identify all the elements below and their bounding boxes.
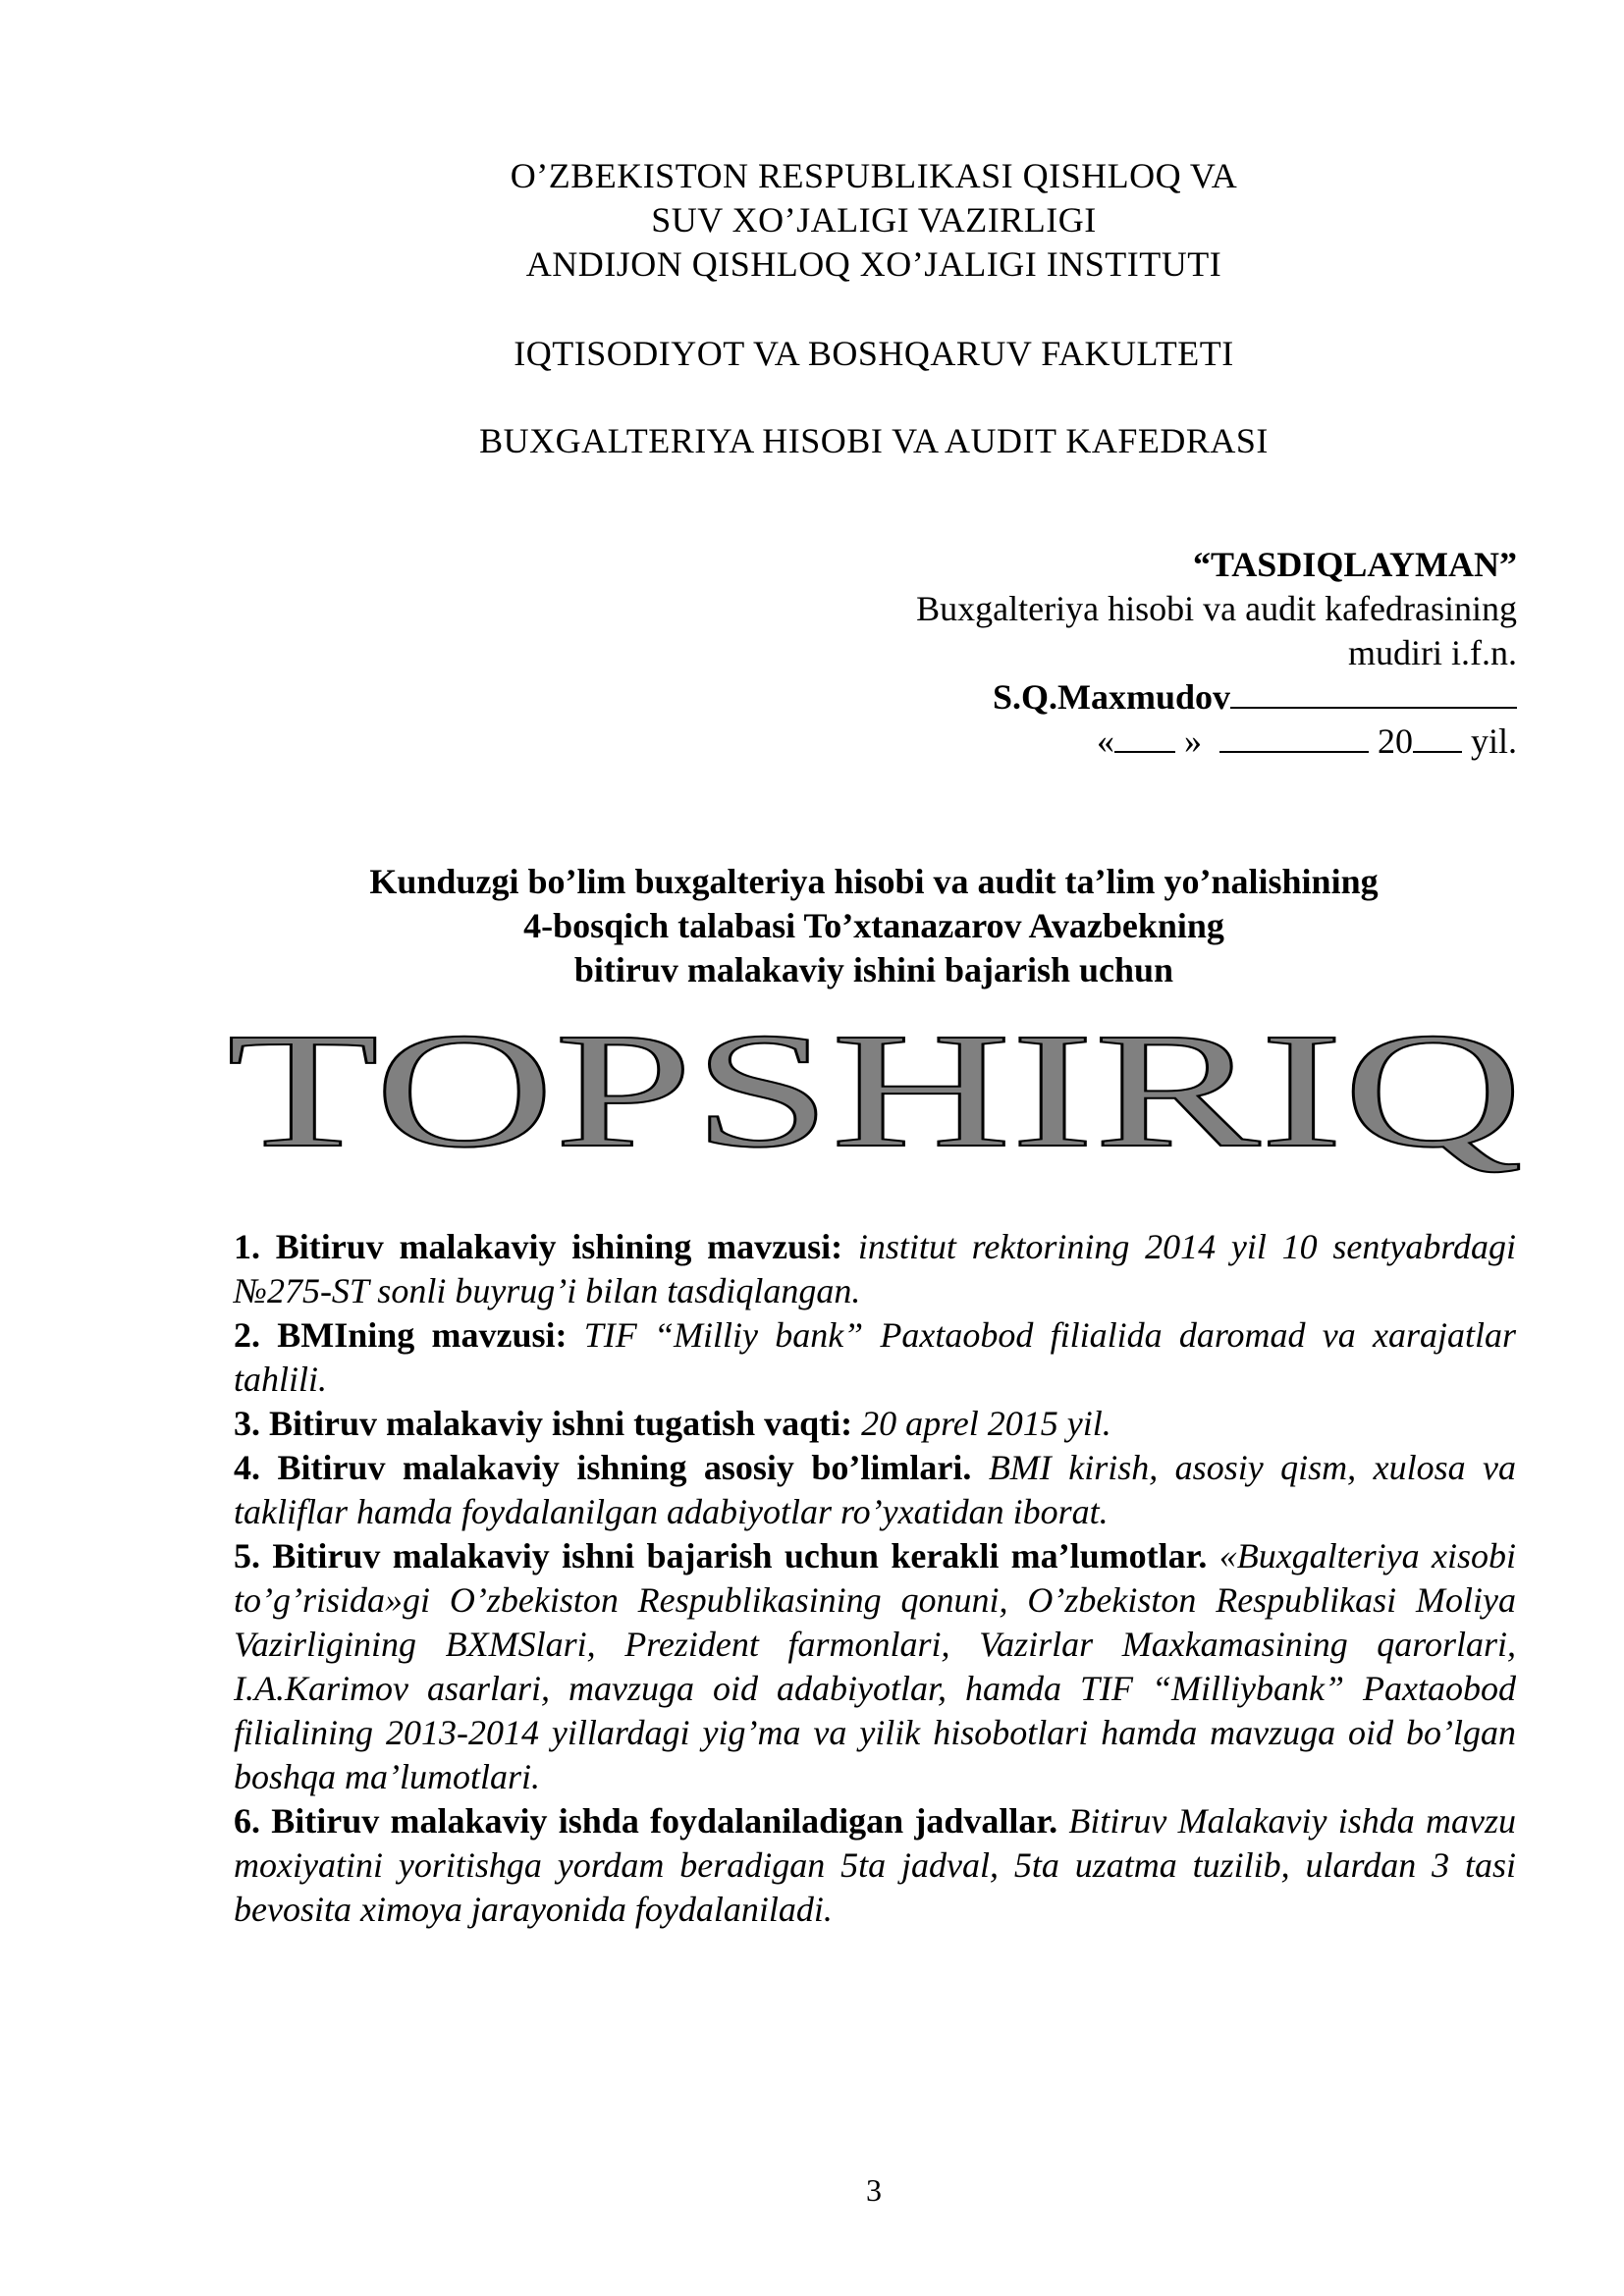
ministry-line-2: SUV XO’JALIGI VAZIRLIGI — [651, 200, 1097, 240]
task-item-value: TIF “Milliy bank” Paxtaobod filialida daromad va xarajatlar tahlili. — [234, 1315, 1516, 1399]
task-item-heading: 3. Bitiruv malakaviy ishni tugatish vaqti: — [234, 1404, 853, 1443]
faculty-name: IQTISODIYOT VA BOSHQARUV FAKULTETI — [514, 334, 1234, 373]
day-blank — [1114, 721, 1175, 753]
approval-position: Buxgalteriya hisobi va audit kafedrasining — [916, 589, 1517, 628]
task-item — [234, 1799, 1516, 1932]
task-item-heading: 4. Bitiruv malakaviy ishning asosiy bo’limlari. — [234, 1448, 972, 1487]
task-item-value: BMI kirish, asosiy qism, xulosa va takliflar hamda foydalanilgan adabiyotlar ro’yxatidan iborat. — [234, 1448, 1517, 1531]
approver-name: S.Q.Maxmudov — [992, 677, 1230, 717]
task-item-heading: 1. Bitiruv malakaviy ishining mavzusi: — [234, 1227, 843, 1266]
task-item-heading: 5. Bitiruv malakaviy ishni bajarish uchun kerakli ma’lumotlar. — [234, 1536, 1208, 1575]
task-item-value: Bitiruv Malakaviy ishda mavzu moxiyatini yoritishga yordam beradigan 5ta jadval, 5ta uzatma tuzilib, ulardan 3 tasi bevosita ximoya jarayonida foydalaniladi. — [234, 1801, 1516, 1929]
document-title-wordart — [221, 1016, 1537, 1193]
signature-blank — [1230, 677, 1517, 709]
task-item-heading: 6. Bitiruv malakaviy ishda foydalaniladigan jadvallar. — [234, 1801, 1058, 1841]
task-list — [234, 1225, 1516, 1932]
student-line-1: Kunduzgi bo’lim buxgalteriya hisobi va audit ta’lim yo’nalishining — [369, 862, 1379, 901]
month-blank — [1219, 721, 1369, 753]
year-prefix: 20 — [1377, 721, 1413, 761]
document-title: TOPSHIRIQ — [227, 1016, 1523, 1182]
student-block — [0, 860, 1624, 992]
student-line-3: bitiruv malakaviy ishini bajarish uchun — [573, 950, 1174, 989]
task-item — [234, 1225, 1516, 1313]
year-suffix: yil. — [1470, 721, 1517, 761]
task-item — [234, 1313, 1516, 1402]
department-name: BUXGALTERIYA HISOBI VA AUDIT KAFEDRASI — [479, 421, 1269, 460]
task-item — [234, 1446, 1516, 1534]
task-item-value: institut rektorining 2014 yil 10 sentyabrdagi №275-ST sonli buyrug’i bilan tasdiqlangan. — [234, 1227, 1517, 1310]
date-close-quote: » — [1183, 721, 1202, 761]
year-blank — [1413, 721, 1462, 753]
approval-date-line — [771, 720, 1517, 764]
task-item — [234, 1534, 1516, 1799]
ministry-line-1: O’ZBEKISTON RESPUBLIKASI QISHLOQ VA — [510, 156, 1238, 195]
student-line-2: 4-bosqich talabasi To’xtanazarov Avazbekning — [523, 906, 1224, 945]
task-item-value: «Buxgalteriya xisobi to’g’risida»gi O’zbekiston Respublikasining qonuni, O’zbekiston Respublikasi Moliya Vazirligining BXMSlari, Prezident farmonlari, Vazirlar Maxkamasining qarorlari, I.A.Karimov asarlari, mavzuga oid adabiyotlar, hamda TIF “Milliybank” Paxtaobod filialining 2013-2014 yillardagi yig’ma va yilik hisobotlari hamda mavzuga oid bo’lgan boshqa ma’lumotlari. — [234, 1536, 1516, 1796]
approval-signature-line — [771, 675, 1517, 720]
task-item-value: 20 aprel 2015 yil. — [861, 1404, 1111, 1443]
task-item-heading: 2. BMIning mavzusi: — [234, 1315, 568, 1355]
date-open-quote: « — [1096, 721, 1114, 761]
page-number: 3 — [866, 2172, 882, 2208]
task-item — [234, 1402, 1516, 1446]
approval-block — [771, 543, 1517, 764]
institute-name: ANDIJON QISHLOQ XO’JALIGI INSTITUTI — [525, 244, 1222, 284]
approval-degree: mudiri i.f.n. — [1348, 633, 1517, 672]
approval-title: “TASDIQLAYMAN” — [1192, 545, 1517, 584]
